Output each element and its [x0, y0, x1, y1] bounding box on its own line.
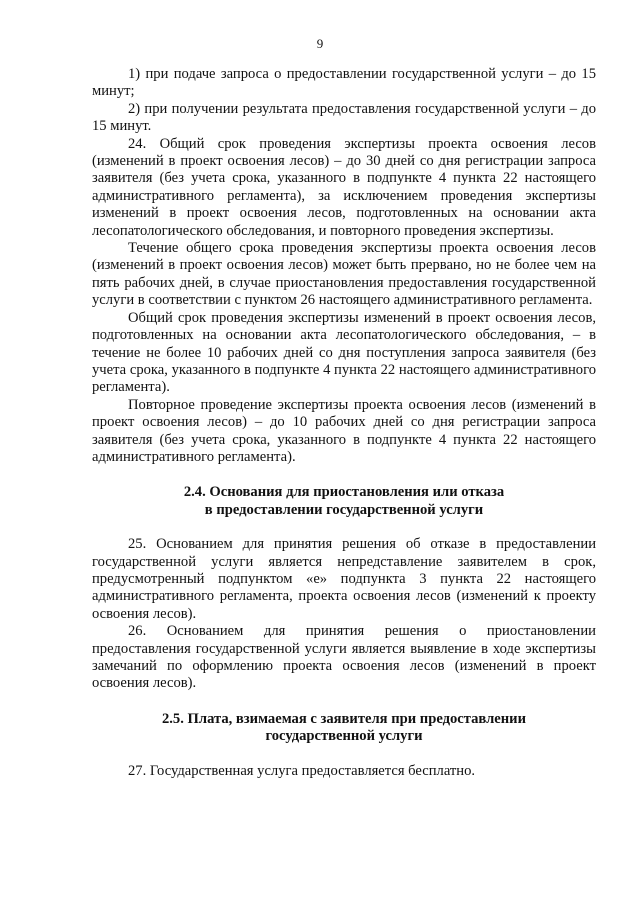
paragraph-2-result-time: 2) при получении результата предоставления государственной услуги – до 15 минут.	[92, 100, 596, 135]
section-2-5-heading-line-2: государственной услуги	[265, 728, 423, 745]
paragraph-24-total-term: 24. Общий срок проведения экспертизы проекта освоения лесов (изменений в проект освоения лесов) – до 30 дней со дня регистрации запроса заявителя (без учета срока, указанного в подпункте 4 пункта 22 настоящего административного регламента), за исключением проведения экспертизы изменений в проект освоения лесов, подготовленных на основании акта лесопатологического обследования, и повторного проведения экспертизы.	[92, 135, 596, 239]
section-2-5-body	[92, 763, 596, 780]
paragraph-term-interruption: Течение общего срока проведения экспертизы проекта освоения лесов (изменений в проект освоения лесов) может быть прервано, но не более чем на пять рабочих дней, в случае приостановления предоставления государственной услуги в соответствии с пунктом 26 настоящего административного регламента.	[92, 240, 596, 309]
paragraph-repeat-expertise: Повторное проведение экспертизы проекта освоения лесов (изменений в проект освоения лесов) – до 10 рабочих дней со дня регистрации запроса заявителя (без учета срока, указанного в подпункте 4 пункта 22 настоящего административного регламента).	[92, 396, 596, 465]
document-body	[92, 66, 596, 780]
paragraph-term-changes-expertise: Общий срок проведения экспертизы изменений в проект освоения лесов, подготовленных на основании акта лесопатологического обследования, – в течение не более 10 рабочих дней со дня поступления запроса заявителя (без учета срока, указанного в подпункте 4 пункта 22 настоящего административного регламента).	[92, 309, 596, 396]
paragraph-26-suspension-basis: 26. Основанием для принятия решения о приостановлении предоставления государственной услуги является выявление в ходе экспертизы замечаний по оформлению проекта освоения лесов (изменений в проект освоения лесов).	[92, 623, 596, 692]
section-2-4-heading-line-2: в предоставлении государственной услуги	[204, 501, 484, 518]
section-2-5-heading	[92, 711, 596, 746]
page-number: 9	[316, 36, 324, 51]
section-2-4-heading	[92, 484, 596, 519]
paragraph-1-request-time: 1) при подаче запроса о предоставлении государственной услуги – до 15 минут;	[92, 66, 596, 100]
section-2-4-body	[92, 536, 596, 693]
paragraph-25-refusal-basis: 25. Основанием для принятия решения об отказе в предоставлении государственной услуги является непредставление заявителем в срок, предусмотренный подпунктом «е» подпункта 3 пункта 22 настоящего административного регламента, проекта освоения лесов (изменений к проекту освоения лесов).	[92, 536, 596, 622]
section-2-4-heading-line-1: 2.4. Основания для приостановления или отказа	[183, 484, 505, 501]
paragraph-27-free-of-charge: 27. Государственная услуга предоставляется бесплатно.	[128, 762, 476, 779]
section-2-5-heading-line-1: 2.5. Плата, взимаемая с заявителя при предоставлении	[161, 710, 526, 727]
